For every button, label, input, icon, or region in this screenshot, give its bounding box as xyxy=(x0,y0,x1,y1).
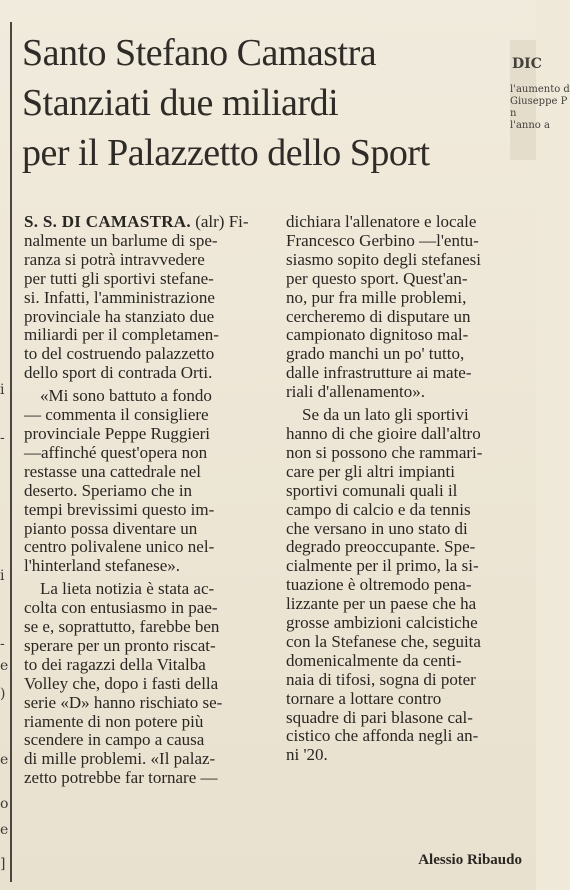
article-line: «Mi sono battuto a fondo xyxy=(40,386,212,406)
article-line: naia di tifosi, sogna di poter xyxy=(286,669,476,689)
paragraph-1 xyxy=(24,232,264,383)
article-line: non si possono che rammari- xyxy=(286,442,483,462)
article-line: sportivi comunali quali il xyxy=(286,480,458,500)
article-line: dello sport di contrada Orti. xyxy=(24,363,213,383)
article-line: ni '20. xyxy=(286,745,328,765)
article-line: Volley che, dopo i fasti della xyxy=(24,673,219,693)
article-line: riamente di non potere più xyxy=(24,711,204,731)
article-line: riali d'allenamento». xyxy=(286,382,426,402)
article-text: (alr) Fi- xyxy=(195,212,249,231)
article-body xyxy=(24,213,514,863)
article-line: degrado preoccupante. Spe- xyxy=(286,537,476,557)
adjacent-fragment: DIC xyxy=(512,56,542,72)
article-line: siasmo sopito degli stefanesi xyxy=(286,249,482,269)
article-line: lizzante per un paese che ha xyxy=(286,594,477,614)
article-line: squadre di pari blasone cal- xyxy=(286,707,473,727)
article-line: zetto potrebbe far tornare — xyxy=(24,768,218,788)
article-line: provinciale Peppe Ruggieri xyxy=(24,423,211,443)
article-line: to del costruendo palazzetto xyxy=(24,344,215,364)
article-line: La lieta notizia è stata ac- xyxy=(40,579,215,599)
article-line: deserto. Speriamo che in xyxy=(24,480,193,500)
article-column-2 xyxy=(286,213,524,765)
article-line: Se da un lato gli sportivi xyxy=(302,405,469,425)
article-line: serie «D» hanno rischiato se- xyxy=(24,692,223,712)
dateline: S. S. DI CAMASTRA. xyxy=(24,212,191,231)
adjacent-fragment: l'anno a xyxy=(510,120,550,131)
article-line: grado manchi un po' tutto, xyxy=(286,344,465,364)
article-line: tempi brevissimi questo im- xyxy=(24,499,215,519)
article-line: se e, soprattutto, farebbe ben xyxy=(24,617,220,637)
article-line: Francesco Gerbino —l'entu- xyxy=(286,230,479,250)
margin-fragment: - xyxy=(0,636,5,652)
article-line: cistico che affonda negli an- xyxy=(286,726,479,746)
article-line: di mille problemi. «Il palaz- xyxy=(24,749,216,769)
paragraph-5 xyxy=(286,425,524,765)
adjacent-fragment: l'aumento d xyxy=(510,84,570,95)
paragraph-4 xyxy=(286,213,524,402)
article-line xyxy=(24,213,264,232)
article-line: sperare per un pronto riscat- xyxy=(24,635,216,655)
margin-fragment: o xyxy=(0,796,9,812)
margin-fragment: e xyxy=(0,822,9,838)
adjacent-fragment: n xyxy=(510,108,517,119)
article-line: campo di calcio e da tennis xyxy=(286,499,471,519)
margin-fragment: ] xyxy=(0,856,6,872)
margin-fragment: e xyxy=(0,752,9,768)
margin-fragment: i xyxy=(0,568,5,584)
article-line: con la Stefanese che, seguita xyxy=(286,631,481,651)
article-line: no, pur fra mille problemi, xyxy=(286,287,467,307)
article-line: nalmente un barlume di spe- xyxy=(24,230,218,250)
article-line: cercheremo di disputare un xyxy=(286,306,471,326)
article-line: dalle infrastrutture ai mate- xyxy=(286,363,472,383)
article-line: si. Infatti, l'amministrazione xyxy=(24,287,215,307)
paragraph-3 xyxy=(24,599,264,788)
margin-fragment: i xyxy=(0,382,5,398)
headline-line: Stanziati due miliardi xyxy=(22,82,339,124)
article-line: tuazione è oltremodo pena- xyxy=(286,575,472,595)
paragraph-2 xyxy=(24,406,264,576)
article-line: hanno di che gioire dall'altro xyxy=(286,423,481,443)
article-line: l'hinterland stefanese». xyxy=(24,556,181,576)
headline xyxy=(22,28,502,178)
article-line: miliardi per il completamen- xyxy=(24,325,219,345)
article-line: domenicalmente da centi- xyxy=(286,650,462,670)
article-line: — commenta il consigliere xyxy=(24,405,209,425)
article-line: ranza si potrà intravvedere xyxy=(24,249,205,269)
adjacent-fragment: Giuseppe P xyxy=(510,96,568,107)
headline-line: Santo Stefano Camastra xyxy=(22,32,377,74)
margin-fragment: ) xyxy=(0,686,6,702)
headline-line: per il Palazzetto dello Sport xyxy=(22,132,430,174)
article-line: restasse una cattedrale nel xyxy=(24,461,201,481)
left-margin-fragments xyxy=(0,0,10,890)
article-line: —affinché quest'opera non xyxy=(24,442,208,462)
column-rule xyxy=(10,22,12,882)
adjacent-article-fragment xyxy=(510,40,570,160)
margin-fragment: e xyxy=(0,658,9,674)
article-line: dichiara l'allenatore e locale xyxy=(286,212,477,231)
article-line: care per gli altri impianti xyxy=(286,461,455,481)
author-byline: Alessio Ribaudo xyxy=(418,852,522,868)
article-line: campionato dignitoso mal- xyxy=(286,325,469,345)
article-line: scendere in campo a causa xyxy=(24,730,205,750)
article-line: che versano in uno stato di xyxy=(286,518,468,538)
article-line: pianto possa diventare un xyxy=(24,518,198,538)
article-line: provinciale ha stanziato due xyxy=(24,306,215,326)
article-line: cialmente per il primo, la si- xyxy=(286,556,479,576)
article-line: colta con entusiasmo in pae- xyxy=(24,598,218,618)
article-line: per tutti gli sportivi stefane- xyxy=(24,268,214,288)
article-line: per questo sport. Quest'an- xyxy=(286,268,468,288)
margin-fragment: - xyxy=(0,430,5,446)
article-column-1 xyxy=(24,213,264,788)
article-line: to dei ragazzi della Vitalba xyxy=(24,654,206,674)
article-line: tornare a lottare contro xyxy=(286,688,442,708)
article-line: centro polivalene unico nel- xyxy=(24,537,215,557)
article-line: grosse ambizioni calcistiche xyxy=(286,613,478,633)
